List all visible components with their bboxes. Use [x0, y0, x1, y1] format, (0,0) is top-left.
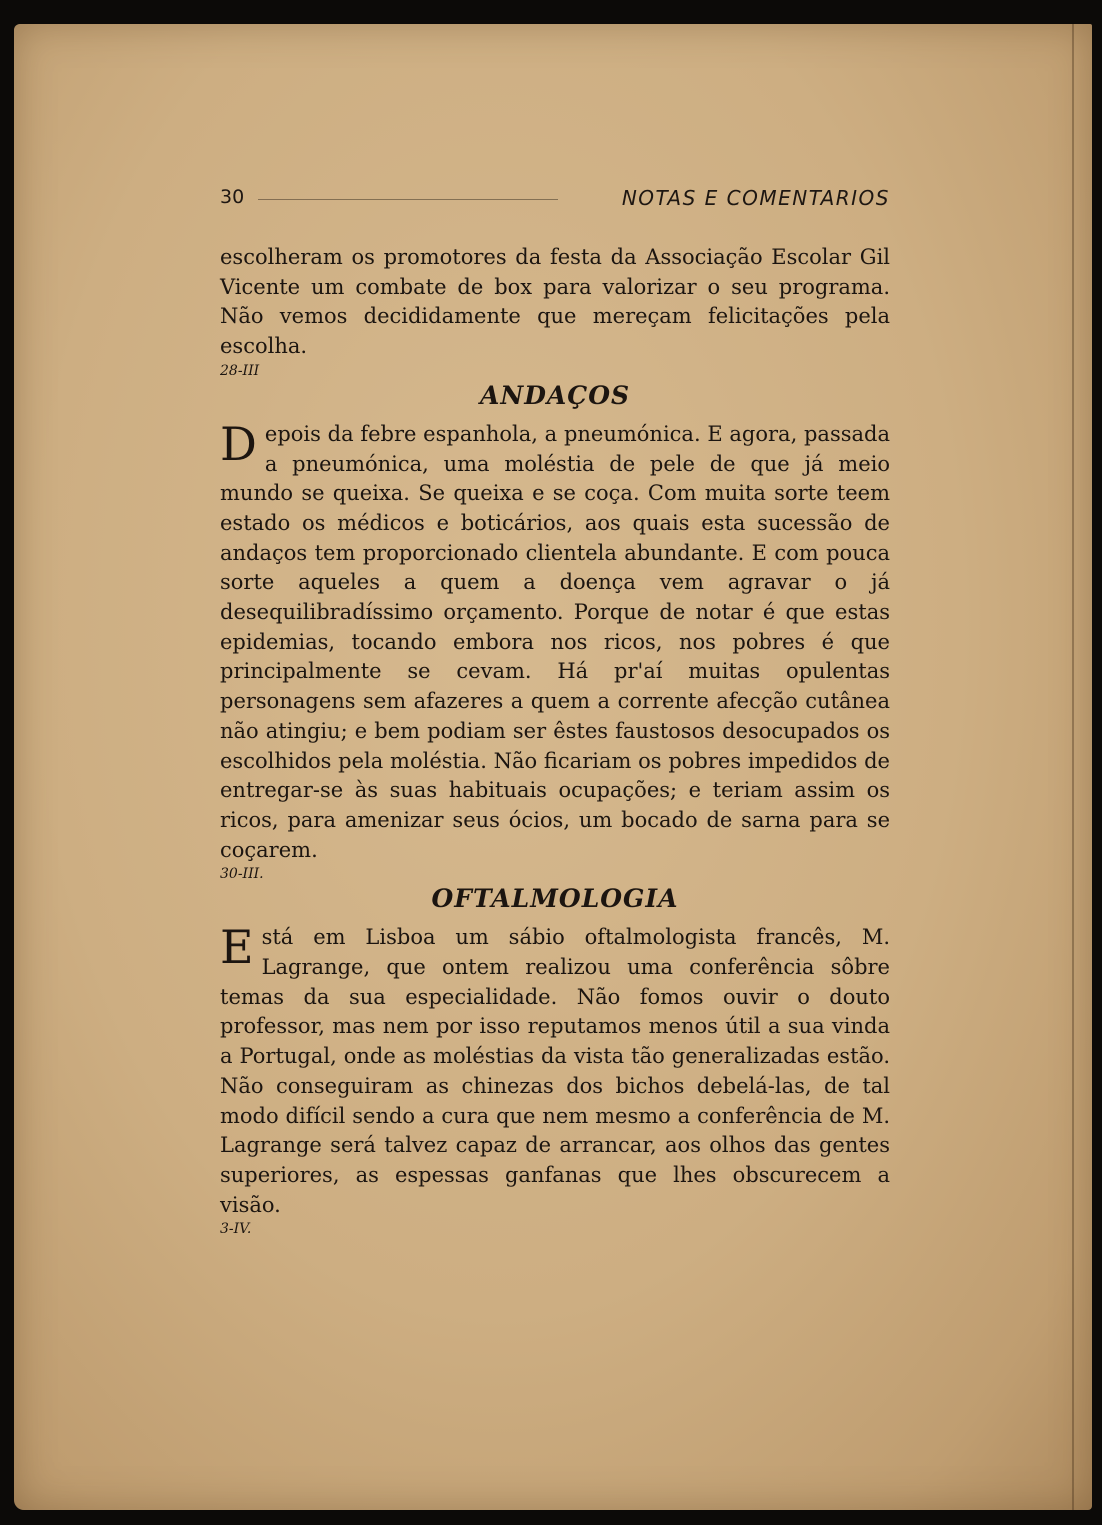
continuation-date: 28-III	[220, 362, 260, 379]
drop-cap: E	[220, 920, 254, 975]
page-body	[220, 243, 890, 1238]
page-number: 30	[220, 186, 245, 208]
section-paragraph-andacos	[220, 416, 890, 866]
section-date: 3-IV.	[220, 1221, 252, 1238]
section-date: 30-III.	[220, 866, 264, 883]
header-rule	[258, 199, 558, 200]
section-text: epois da febre espanhola, a pneumónica. E agora, passada a pneumónica, uma moléstia de pele de que já meio mundo se queixa. Se queixa e se coça. Com muita sorte teem estado os médicos e boticários, aos quais esta sucessão de andaços tem proporcionado clientela abundante. E com pouca sorte aqueles a quem a doença vem agravar o já desequilibradíssimo orçamento. Porque de notar é que estas epidemias, tocando embora nos ricos, nos pobres é que principalmente se cevam. Há pr'aí muitas opulentas personagens sem afazeres a quem a corrente afecção cutânea não atingiu; e bem podiam ser êstes faustosos desocupados os escolhidos pela moléstia. Não ficariam os pobres impedidos de entregar-se às suas habituais ocupações; e teriam assim os ricos, para amenizar seus ócios, um bocado de sarna para se coçarem.	[220, 421, 890, 862]
page-header	[220, 186, 890, 212]
section-paragraph-oftalmologia	[220, 920, 890, 1220]
drop-cap: D	[220, 416, 257, 471]
running-title: NOTAS E COMENTARIOS	[621, 186, 890, 210]
section-title-andacos: ANDAÇOS	[479, 380, 631, 410]
section-text: stá em Lisboa um sábio oftalmologista francês, M. Lagrange, que ontem realizou uma conferência sôbre temas da sua especialidade. Não fomos ouvir o douto professor, mas nem por isso reputamos menos útil a sua vinda a Portugal, onde as moléstias da vista tão generalizadas estão. Não conseguiram as chinezas dos bichos debelá-las, de tal modo difícil sendo a cura que nem mesmo a conferência de M. Lagrange será talvez capaz de arrancar, aos olhos das gentes superiores, as espessas ganfanas que lhes obscurecem a visão.	[220, 925, 890, 1217]
section-title-oftalmologia: OFTALMOLOGIA	[431, 884, 679, 914]
continuation-paragraph: escolheram os promotores da festa da Associação Escolar Gil Vicente um combate de box para valorizar o seu programa. Não vemos decididamente que mereçam felicitações pela escolha.	[220, 245, 890, 359]
